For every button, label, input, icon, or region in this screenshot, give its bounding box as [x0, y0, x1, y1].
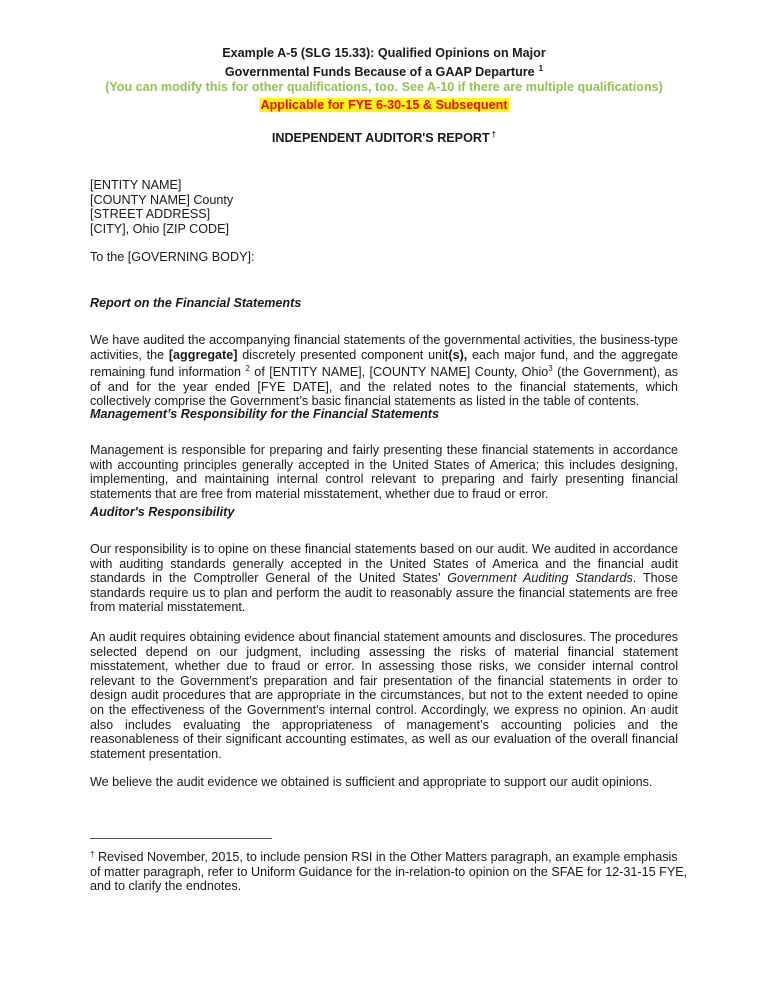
footnote-separator [90, 838, 272, 839]
management-paragraph: Management is responsible for preparing and fairly presenting these financial statements in accordance with accounting principles generally accepted in the United States of America; this includes designing, implementing, and maintaining internal control relevant to preparing and fairly presenting financial statements that are free from material misstatement, whether due to fraud or error. [90, 443, 678, 501]
auditor-paragraph-2: An audit requires obtaining evidence about financial statement amounts and disclosures. The procedures selected depend on our judgment, including assessing the risks of material financial statement misstatement, whether due to fraud or error. In assessing those risks, we consider internal control relevant to the Government's preparation and fair presentation of the financial statements in order to design audit procedures that are appropriate in the circumstances, but not to the extent needed to opine on the effectiveness of the Government's internal control. Accordingly, we express no opinion. An audit also includes evaluating the appropriateness of management’s accounting policies and the reasonableness of their significant accounting estimates, as well as our evaluation of the overall financial statement presentation. [90, 630, 678, 761]
salutation: To the [GOVERNING BODY]: [90, 250, 255, 264]
section-heading-management: Management’s Responsibility for the Financial Statements [90, 407, 439, 421]
address-block [90, 178, 678, 236]
endnote-ref-3: 3 [548, 364, 553, 374]
address-county: [COUNTY NAME] County [90, 192, 234, 207]
applicability-banner [0, 98, 768, 113]
gas-reference: Government Auditing Standards [447, 571, 633, 586]
address-entity: [ENTITY NAME] [90, 178, 182, 192]
document-title [0, 46, 768, 95]
title-line-1: Example A-5 (SLG 15.33): Qualified Opinions on Major [222, 46, 546, 60]
applicability-highlight: Applicable for FYE 6-30-15 & Subsequent [260, 98, 508, 112]
report-title: INDEPENDENT AUDITOR'S REPORT † [271, 130, 497, 145]
report-paragraph: We have audited the accompanying financial statements of the governmental activities, the business-type activities, the [aggregate] discretely presented component unit(s), each major fund, and the aggregate remaining fund information $^2$ of [ENTITY NAME], [COUNTY NAME] County, Ohio$^3$ (the Government), as of and for the year ended [FYE DATE], and the related notes to the financial statements, which collectively comprise the Government’s basic financial statements as listed in the table of contents. [90, 333, 678, 409]
footnote [90, 848, 690, 894]
section-heading-auditor: Auditor's Responsibility [90, 505, 235, 519]
title-line-2: Governmental Funds Because of a GAAP Departure $^1$ [224, 64, 544, 79]
auditor-paragraph-3: We believe the audit evidence we obtained is sufficient and appropriate to support our audit opinions. [90, 775, 653, 789]
dagger-mark: † [491, 130, 497, 139]
footnote-text: Revised November, 2015, to include pension RSI in the Other Matters paragraph, an example emphasis of matter paragraph, refer to Uniform Guidance for the in-relation-to opinion on the SFAE for 12-31-15 FYE, and to clarify the endnotes. [90, 850, 688, 894]
subtitle-note: (You can modify this for other qualifications, too. See A-10 if there are multiple qualifications) [105, 80, 663, 94]
address-city: [CITY], Ohio [ZIP CODE] [90, 221, 230, 236]
section-heading-report: Report on the Financial Statements [90, 296, 302, 310]
auditor-paragraph-1: Our responsibility is to opine on these financial statements based on our audit. We audited in accordance with auditing standards generally accepted in the United States of America and the financial audit standards in the Comptroller General of the United States’ Government Auditing Standards. Those standards require us to plan and perform the audit to reasonably assure the financial statements are free from material misstatement. [90, 542, 678, 615]
address-street: [STREET ADDRESS] [90, 207, 211, 222]
endnote-ref-2: 2 [245, 364, 250, 374]
footnote-dagger: † [90, 850, 95, 859]
title-footnote-ref: 1 [538, 64, 544, 73]
